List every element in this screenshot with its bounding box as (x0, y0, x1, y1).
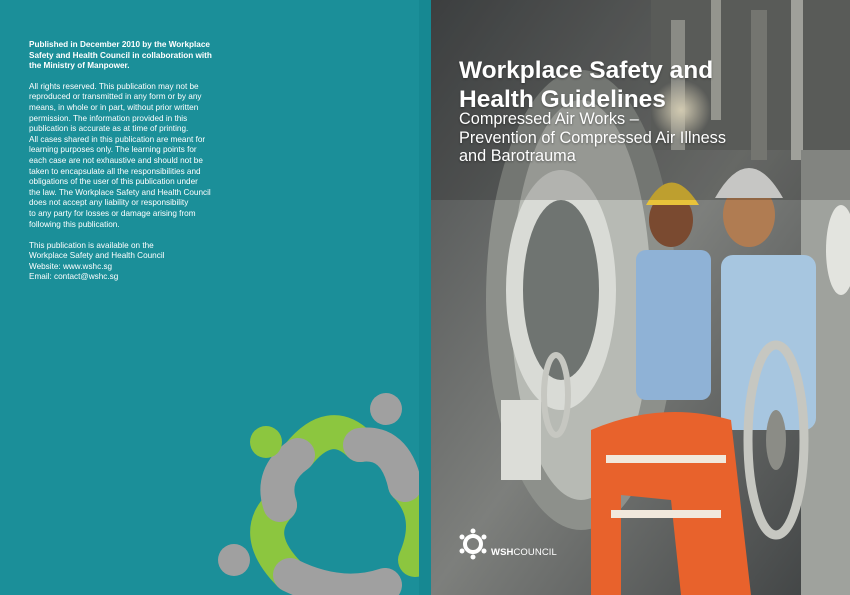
rights-line: permission. The information provided in this (29, 113, 188, 123)
publisher-line: the Ministry of Manpower. (29, 61, 130, 71)
rights-line: following this publication. (29, 219, 120, 229)
rights-statement (29, 82, 229, 230)
back-cover-text (29, 40, 229, 294)
rights-line: taken to encapsulate all the responsibilities and (29, 166, 201, 176)
availability-line: This publication is available on the (29, 240, 154, 250)
wordmark-rest: COUNCIL (513, 546, 557, 558)
rights-line: the law. The Workplace Safety and Health Council (29, 187, 211, 197)
rights-line: reproduced or transmitted in any form or by any (29, 92, 202, 102)
wsh-council-wordmark (491, 547, 557, 558)
rights-line: each case are not exhaustive and should not be (29, 155, 203, 165)
front-cover (431, 0, 850, 595)
subtitle-line: and Barotrauma (459, 147, 576, 165)
rights-line: to any party for losses or damage arising from (29, 208, 196, 218)
cover-subtitle (459, 110, 839, 166)
rights-line: publication is accurate as at time of printing. (29, 124, 189, 134)
title-line: Health Guidelines (459, 86, 666, 114)
website-line: Website: www.wshc.sg (29, 261, 113, 271)
wordmark-bold: WSH (491, 546, 514, 558)
publisher-statement (29, 40, 229, 72)
email-line: Email: contact@wshc.sg (29, 272, 119, 282)
title-line: Workplace Safety and (459, 57, 714, 85)
publisher-line: Published in December 2010 by the Workplace (29, 40, 210, 49)
availability-line: Workplace Safety and Health Council (29, 251, 165, 261)
rights-line: learning purposes only. The learning points for (29, 145, 197, 155)
cover-title (459, 56, 839, 114)
wsh-logo-graphic (210, 385, 431, 595)
wsh-council-logo (457, 528, 557, 560)
availability-statement (29, 241, 229, 283)
rights-line: does not accept any liability or responsibility (29, 198, 189, 208)
subtitle-line: Compressed Air Works – (459, 110, 639, 128)
rights-line: obligations of the user of this publication under (29, 177, 198, 187)
rights-line: All cases shared in this publication are meant for (29, 134, 206, 144)
publisher-line: Safety and Health Council in collaboration with (29, 50, 212, 60)
rights-line: means, in whole or in part, without prior written (29, 102, 199, 112)
spine (419, 0, 431, 595)
rights-line: All rights reserved. This publication may not be (29, 81, 199, 91)
subtitle-line: Prevention of Compressed Air Illness (459, 128, 726, 147)
wsh-logo-icon (457, 528, 489, 560)
